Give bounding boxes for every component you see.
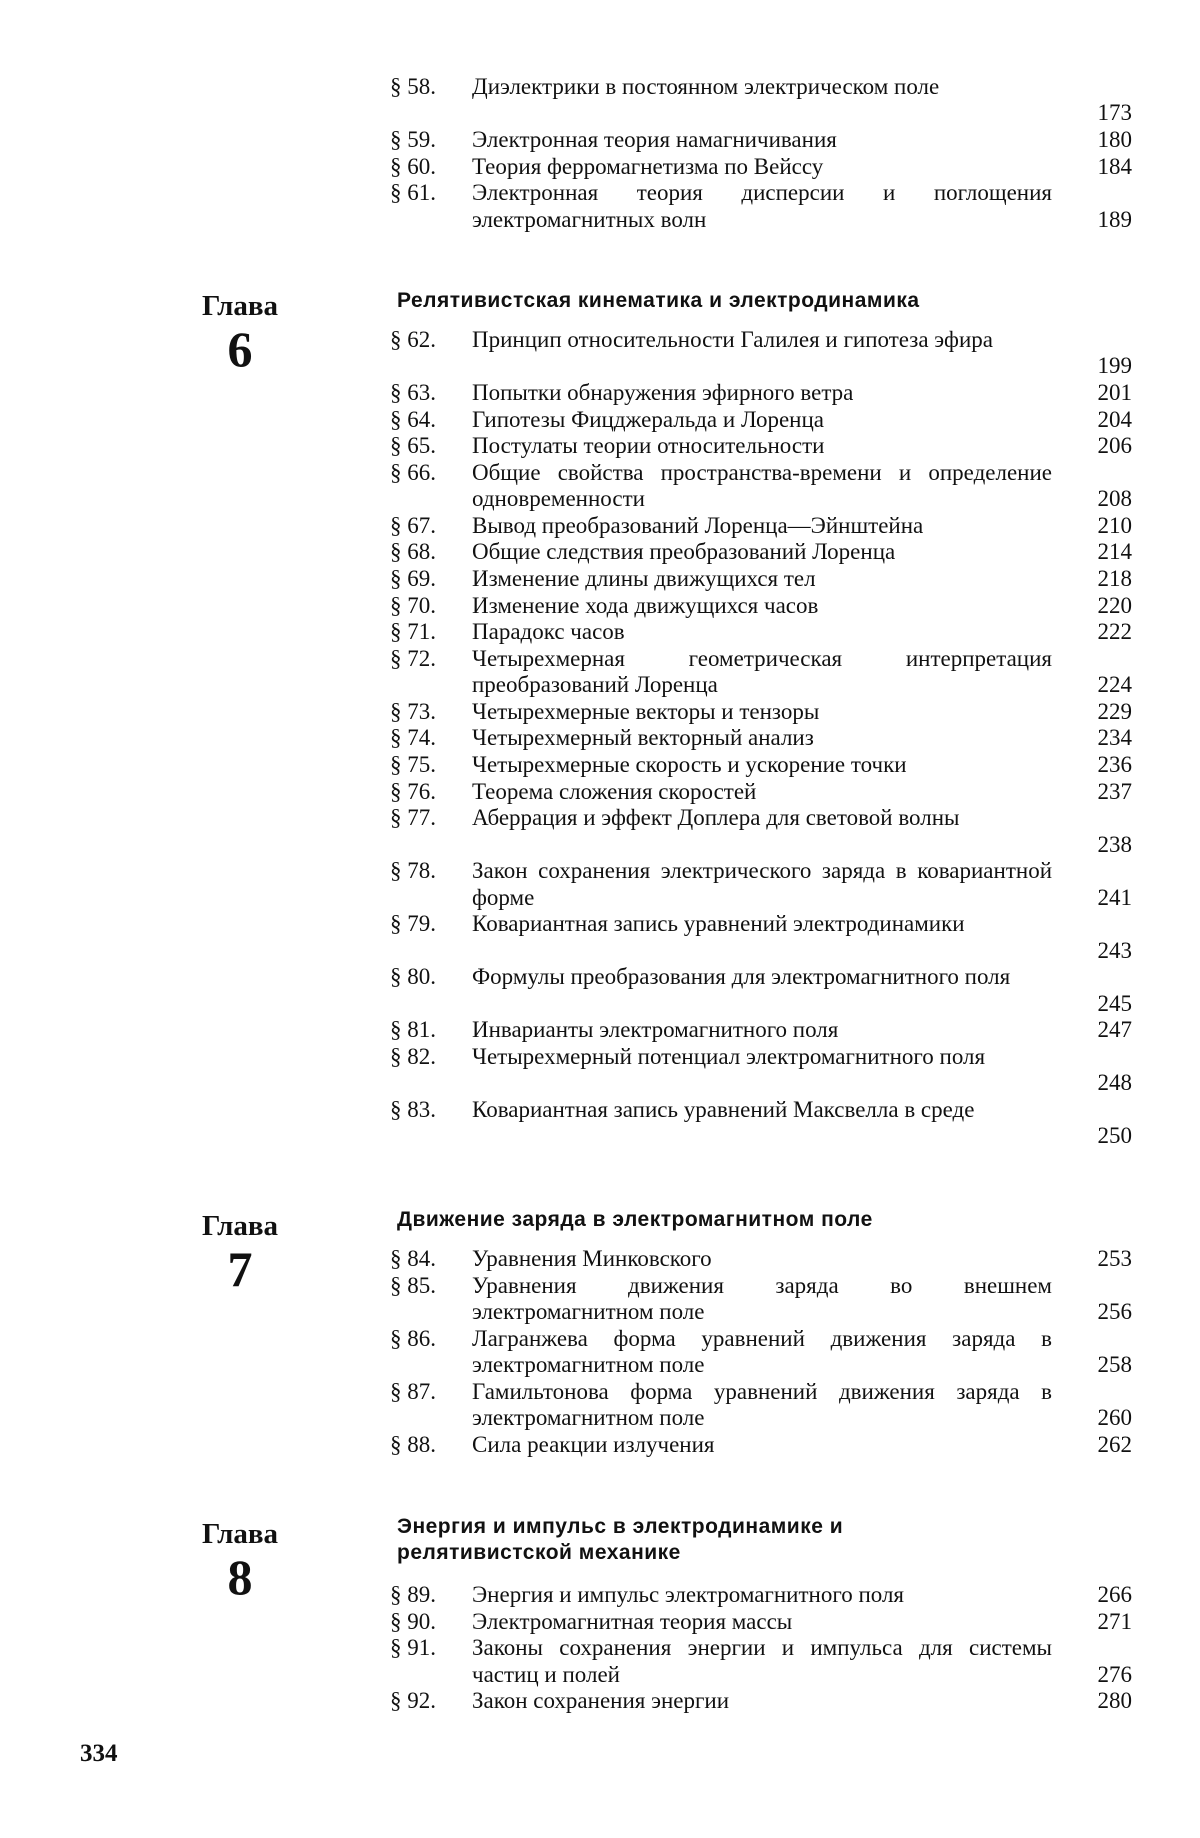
toc-entry bbox=[390, 180, 1132, 233]
section-number: § 65. bbox=[390, 433, 436, 459]
section-title: Электронная теория намагничивания bbox=[472, 127, 837, 152]
section-title: Теорема сложения скоростей bbox=[472, 778, 757, 804]
section-number: § 77. bbox=[390, 805, 436, 831]
section-title: Электромагнитная теория массы bbox=[472, 1608, 793, 1634]
section-number: § 87. bbox=[390, 1378, 436, 1404]
section-page: 247 bbox=[1097, 1017, 1132, 1043]
section-page: 260 bbox=[1097, 1405, 1132, 1430]
chapter-title: Релятивистская кинематика и электродинамика bbox=[397, 289, 920, 312]
toc-entry bbox=[390, 460, 1132, 513]
section-title: Инварианты электромагнитного поля bbox=[472, 1017, 839, 1043]
section-title: Четырехмерные векторы и тензоры bbox=[472, 698, 820, 724]
section-number: § 74. bbox=[390, 725, 436, 751]
section-number: § 89. bbox=[390, 1582, 436, 1607]
toc-entry bbox=[390, 779, 1132, 806]
section-number: § 90. bbox=[390, 1608, 436, 1634]
section-number: § 86. bbox=[390, 1325, 436, 1351]
toc-entry bbox=[390, 327, 1132, 380]
chapter-number: 6 bbox=[227, 321, 253, 377]
section-page: 253 bbox=[1097, 1246, 1132, 1271]
toc-entry bbox=[390, 646, 1132, 699]
section-title: Четырехмерная геометрическая интерпретация преобразований Лоренца bbox=[472, 645, 1052, 698]
section-number: § 91. bbox=[390, 1635, 436, 1661]
section-number: § 58. bbox=[390, 74, 436, 99]
section-page: 276 bbox=[1097, 1661, 1132, 1687]
section-title: Ковариантная запись уравнений Максвелла в среде bbox=[472, 1096, 975, 1122]
section-title: Вывод преобразований Лоренца—Эйнштейна bbox=[472, 512, 924, 538]
chapter-title: Энергия и импульс в электродинамике и релятивистской механике bbox=[397, 1515, 844, 1564]
section-number: § 76. bbox=[390, 778, 436, 804]
chapter-heading bbox=[190, 1210, 290, 1296]
section-page: 214 bbox=[1097, 539, 1132, 565]
toc-entry bbox=[390, 699, 1132, 726]
section-page: 184 bbox=[1097, 153, 1132, 179]
section-title: Гипотезы Фицджеральда и Лоренца bbox=[472, 406, 825, 432]
toc-entry bbox=[390, 1379, 1132, 1432]
toc-entry bbox=[390, 539, 1132, 566]
chapter-label: Глава bbox=[201, 290, 279, 322]
toc-entry bbox=[390, 1017, 1132, 1044]
section-title: Общие следствия преобразований Лоренца bbox=[472, 539, 896, 565]
section-number: § 84. bbox=[390, 1246, 436, 1271]
toc-entry bbox=[390, 1044, 1132, 1097]
section-page: 204 bbox=[1097, 406, 1132, 432]
section-page: 210 bbox=[1097, 512, 1132, 538]
section-page: 238 bbox=[1097, 831, 1132, 857]
section-page: 220 bbox=[1097, 592, 1132, 618]
section-title: Лагранжева форма уравнений движения заряда в электромагнитном поле bbox=[472, 1325, 1052, 1378]
toc-entry bbox=[390, 566, 1132, 593]
toc-entry bbox=[390, 725, 1132, 752]
section-number: § 88. bbox=[390, 1431, 436, 1457]
section-number: § 82. bbox=[390, 1043, 436, 1069]
toc-entry bbox=[390, 407, 1132, 434]
section-number: § 72. bbox=[390, 645, 436, 671]
section-title: Формулы преобразования для электромагнитного поля bbox=[472, 964, 1011, 990]
section-title: Парадокс часов bbox=[472, 619, 625, 645]
section-number: § 59. bbox=[390, 127, 436, 152]
toc-entry bbox=[390, 1097, 1132, 1150]
section-page: 199 bbox=[1097, 353, 1132, 379]
section-number: § 80. bbox=[390, 964, 436, 990]
section-title: Уравнения Минковского bbox=[472, 1246, 712, 1271]
section-title: Закон сохранения энергии bbox=[472, 1688, 730, 1714]
section-title: Электронная теория дисперсии и поглощения электромагнитных волн bbox=[472, 180, 1052, 232]
toc-entry bbox=[390, 619, 1132, 646]
section-page: 241 bbox=[1097, 884, 1132, 910]
section-page: 206 bbox=[1097, 433, 1132, 459]
toc-entry bbox=[390, 805, 1132, 858]
toc-entry bbox=[390, 1246, 1132, 1273]
chapter-heading bbox=[190, 290, 290, 376]
toc-entry bbox=[390, 433, 1132, 460]
section-page: 224 bbox=[1097, 672, 1132, 698]
chapter-number: 7 bbox=[227, 1241, 253, 1297]
section-title: Постулаты теории относительности bbox=[472, 433, 825, 459]
section-page: 173 bbox=[1097, 100, 1132, 126]
section-title: Изменение длины движущихся тел bbox=[472, 565, 816, 591]
section-page: 243 bbox=[1097, 937, 1132, 963]
section-page: 280 bbox=[1097, 1688, 1132, 1714]
section-page: 218 bbox=[1097, 565, 1132, 591]
page-number: 334 bbox=[80, 1740, 118, 1767]
toc-entries-chapter-6 bbox=[390, 327, 1132, 1150]
section-page: 222 bbox=[1097, 619, 1132, 645]
toc-entries-preface bbox=[390, 74, 1132, 233]
section-title: Общие свойства пространства-времени и определение одновременности bbox=[472, 459, 1052, 512]
section-page: 248 bbox=[1097, 1070, 1132, 1096]
chapter-heading bbox=[190, 1518, 290, 1604]
section-number: § 67. bbox=[390, 512, 436, 538]
section-title: Гамильтонова форма уравнений движения заряда в электромагнитном поле bbox=[472, 1378, 1052, 1431]
section-title: Попытки обнаружения эфирного ветра bbox=[472, 380, 854, 405]
section-page: 208 bbox=[1097, 486, 1132, 512]
toc-entry bbox=[390, 1609, 1132, 1636]
section-page: 180 bbox=[1097, 127, 1132, 152]
section-page: 262 bbox=[1097, 1431, 1132, 1457]
section-number: § 69. bbox=[390, 565, 436, 591]
section-number: § 81. bbox=[390, 1017, 436, 1043]
toc-entries-chapter-7 bbox=[390, 1246, 1132, 1458]
section-title: Аберрация и эффект Доплера для световой волны bbox=[472, 805, 960, 831]
section-title: Теория ферромагнетизма по Вейссу bbox=[472, 153, 824, 179]
section-number: § 63. bbox=[390, 380, 436, 405]
chapter-number: 8 bbox=[227, 1549, 253, 1605]
section-page: 236 bbox=[1097, 751, 1132, 777]
toc-entry bbox=[390, 858, 1132, 911]
section-page: 229 bbox=[1097, 698, 1132, 724]
toc-entry bbox=[390, 1432, 1132, 1459]
section-number: § 85. bbox=[390, 1272, 436, 1298]
chapter-label: Глава bbox=[201, 1210, 279, 1242]
toc-entry bbox=[390, 1635, 1132, 1688]
section-title: Принцип относительности Галилея и гипотеза эфира bbox=[472, 327, 993, 352]
toc-entry bbox=[390, 380, 1132, 407]
section-title: Уравнения движения заряда во внешнем электромагнитном поле bbox=[472, 1272, 1052, 1325]
section-number: § 92. bbox=[390, 1688, 436, 1714]
section-page: 266 bbox=[1097, 1582, 1132, 1607]
toc-entry bbox=[390, 593, 1132, 620]
section-title: Изменение хода движущихся часов bbox=[472, 592, 819, 618]
section-title: Закон сохранения электрического заряда в ковариантной форме bbox=[472, 858, 1052, 910]
section-number: § 83. bbox=[390, 1096, 436, 1122]
toc-entry bbox=[390, 1273, 1132, 1326]
chapter-label: Глава bbox=[201, 1518, 279, 1550]
section-page: 250 bbox=[1097, 1123, 1132, 1149]
section-number: § 60. bbox=[390, 153, 436, 179]
section-title: Ковариантная запись уравнений электродинамики bbox=[472, 911, 965, 937]
section-page: 271 bbox=[1097, 1608, 1132, 1634]
section-number: § 79. bbox=[390, 911, 436, 937]
section-number: § 64. bbox=[390, 406, 436, 432]
section-title: Сила реакции излучения bbox=[472, 1431, 715, 1457]
section-number: § 78. bbox=[390, 858, 436, 884]
toc-entry bbox=[390, 1688, 1132, 1715]
toc-entry bbox=[390, 513, 1132, 540]
toc-entry bbox=[390, 1326, 1132, 1379]
section-number: § 75. bbox=[390, 751, 436, 777]
chapter-title: Движение заряда в электромагнитном поле bbox=[397, 1208, 873, 1231]
section-page: 201 bbox=[1097, 380, 1132, 405]
section-number: § 70. bbox=[390, 592, 436, 618]
toc-entry bbox=[390, 752, 1132, 779]
section-title: Законы сохранения энергии и импульса для системы частиц и полей bbox=[472, 1635, 1052, 1687]
section-title: Энергия и импульс электромагнитного поля bbox=[472, 1582, 905, 1607]
section-number: § 68. bbox=[390, 539, 436, 565]
section-number: § 71. bbox=[390, 619, 436, 645]
toc-entries-chapter-8 bbox=[390, 1582, 1132, 1715]
section-number: § 62. bbox=[390, 327, 436, 352]
section-number: § 66. bbox=[390, 459, 436, 485]
section-title: Диэлектрики в постоянном электрическом поле bbox=[472, 74, 940, 99]
toc-entry bbox=[390, 127, 1132, 154]
section-title: Четырехмерные скорость и ускорение точки bbox=[472, 751, 907, 777]
toc-entry bbox=[390, 74, 1132, 127]
section-page: 256 bbox=[1097, 1299, 1132, 1324]
toc-entry bbox=[390, 1582, 1132, 1609]
section-page: 258 bbox=[1097, 1352, 1132, 1377]
section-page: 237 bbox=[1097, 778, 1132, 804]
toc-entry bbox=[390, 911, 1132, 964]
section-title: Четырехмерный векторный анализ bbox=[472, 725, 814, 751]
toc-entry bbox=[390, 154, 1132, 181]
section-number: § 73. bbox=[390, 698, 436, 724]
section-page: 234 bbox=[1097, 725, 1132, 751]
toc-entry bbox=[390, 964, 1132, 1017]
section-title: Четырехмерный потенциал электромагнитного поля bbox=[472, 1043, 986, 1069]
section-page: 189 bbox=[1097, 206, 1132, 232]
section-page: 245 bbox=[1097, 990, 1132, 1016]
section-number: § 61. bbox=[390, 180, 436, 206]
